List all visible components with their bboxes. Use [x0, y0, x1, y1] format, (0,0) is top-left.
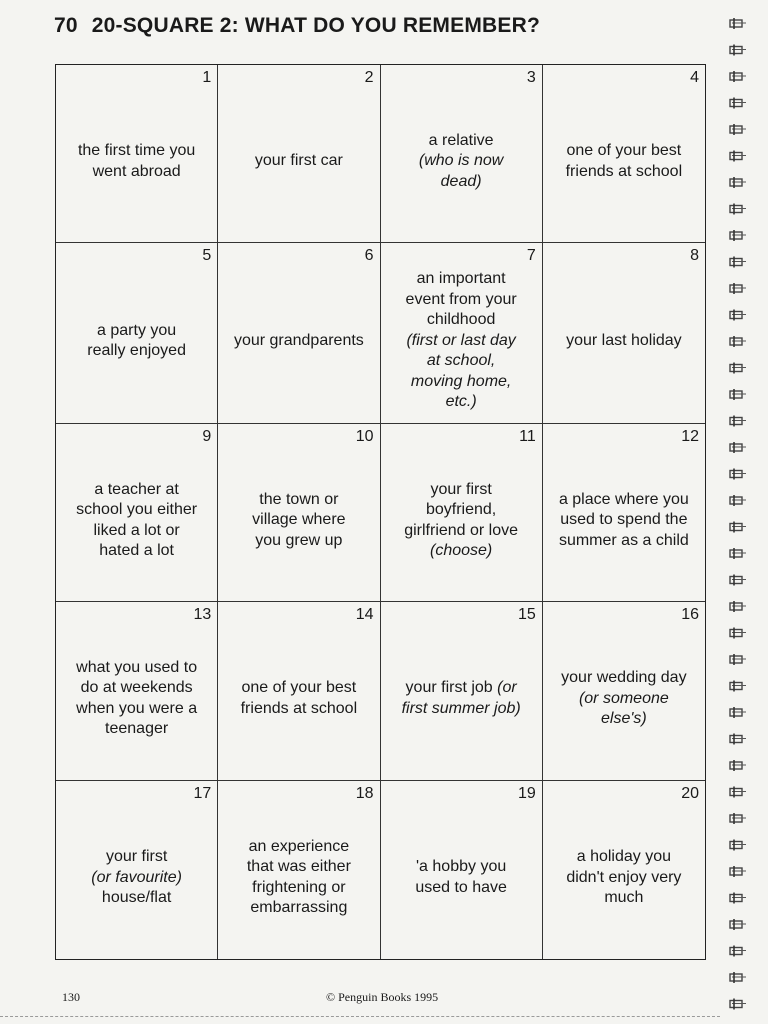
square-prompt [255, 151, 343, 172]
binding-ring-icon [730, 707, 746, 718]
prompt-text: your first [105, 848, 168, 866]
binding-ring-icon [730, 575, 746, 586]
binding-ring-icon [730, 124, 746, 135]
binding-ring-icon [730, 204, 746, 215]
square-13 [56, 602, 218, 780]
prompt-text: your first car [254, 152, 343, 170]
prompt-text: your first job [405, 679, 498, 697]
binding-ring-icon [730, 442, 746, 453]
square-18 [218, 781, 380, 959]
square-prompt [234, 331, 364, 352]
binding-ring-icon [730, 601, 746, 612]
prompt-hint-italic: (or favourite) [91, 868, 182, 886]
square-prompt [415, 857, 507, 898]
square-prompt [78, 141, 195, 182]
square-9 [56, 424, 218, 602]
binding-ring-icon [730, 734, 746, 745]
page-number: 130 [62, 990, 80, 1004]
page-header [54, 14, 540, 38]
binding-ring-icon [730, 654, 746, 665]
square-14 [218, 602, 380, 780]
twenty-square-grid [55, 64, 706, 960]
square-10 [218, 424, 380, 602]
prompt-hint-italic: (first or last day at school, moving home, etc.) [406, 331, 516, 411]
square-prompt [76, 480, 197, 562]
square-prompt [559, 490, 689, 552]
square-number: 9 [202, 427, 212, 445]
binding-ring-icon [730, 495, 746, 506]
square-prompt [406, 269, 517, 413]
prompt-text: a relative [428, 131, 494, 149]
binding-ring-icon [730, 866, 746, 877]
prompt-hint-italic: (or someone else's) [578, 689, 669, 728]
binding-ring-icon [730, 548, 746, 559]
prompt-text: your wedding day [561, 669, 687, 687]
binding-ring-icon [730, 283, 746, 294]
square-prompt [76, 658, 197, 740]
binding-ring-icon [730, 45, 746, 56]
square-12 [543, 424, 705, 602]
square-prompt [252, 490, 345, 552]
prompt-text: a teacher at school you either liked a lot or hated a lot [76, 480, 198, 560]
square-number: 20 [681, 784, 699, 802]
binding-ring-icon [730, 257, 746, 268]
square-4 [543, 65, 705, 243]
square-number: 10 [355, 427, 374, 445]
prompt-text: an experience that was either frightening or embarrassing [246, 837, 351, 917]
square-prompt [402, 678, 521, 719]
square-number: 3 [526, 69, 536, 86]
binding-ring-icon [730, 151, 746, 162]
binding-ring-icon [730, 336, 746, 347]
square-number: 5 [202, 247, 212, 265]
prompt-text: your last holiday [566, 331, 682, 349]
prompt-text: one of your best friends at school [565, 142, 683, 180]
binding-ring-icon [730, 177, 746, 188]
square-number: 17 [193, 784, 212, 802]
square-number: 8 [690, 247, 699, 265]
copyright-notice: © Penguin Books 1995 [326, 990, 439, 1004]
square-number: 6 [364, 247, 374, 265]
binding-ring-icon [730, 98, 746, 109]
prompt-text: what you used to do at weekends when you were a teenager [76, 658, 198, 738]
binding-ring-icon [730, 972, 746, 983]
binding-ring-icon [730, 946, 746, 957]
binding-ring-icon [730, 416, 746, 427]
spiral-binding-icon [722, 6, 762, 1016]
bottom-cut-line [0, 1016, 720, 1017]
binding-ring-icon [730, 893, 746, 904]
square-prompt [566, 141, 683, 182]
binding-ring-icon [730, 18, 746, 29]
binding-ring-icon [730, 760, 746, 771]
activity-number: 70 [54, 14, 78, 37]
square-number: 16 [681, 606, 699, 624]
square-8 [543, 243, 705, 424]
square-prompt [241, 678, 358, 719]
square-number: 4 [690, 69, 699, 86]
prompt-text: your grandparents [233, 331, 364, 349]
page-title: 20-SQUARE 2: WHAT DO YOU REMEMBER? [91, 14, 540, 37]
square-prompt [566, 331, 682, 352]
prompt-hint-italic: (who is now dead) [418, 152, 504, 190]
binding-ring-icon [730, 787, 746, 798]
square-number: 2 [364, 69, 374, 86]
prompt-text: your first boyfriend, girlfriend or love [404, 480, 519, 539]
prompt-text: a place where you used to spend the summer as a child [558, 490, 689, 549]
square-number: 15 [517, 606, 536, 624]
square-prompt [91, 847, 182, 909]
binding-ring-icon [730, 919, 746, 930]
binding-ring-icon [730, 681, 746, 692]
square-number: 1 [202, 69, 212, 86]
prompt-text: a holiday you didn't enjoy very much [566, 848, 682, 907]
square-number: 7 [526, 247, 536, 265]
prompt-text: the first time you went abroad [77, 142, 196, 180]
square-number: 13 [193, 606, 212, 624]
square-prompt [566, 847, 681, 909]
square-2 [218, 65, 380, 243]
prompt-text: one of your best friends at school [240, 679, 358, 717]
square-11 [381, 424, 543, 602]
prompt-hint-italic: (or first summer job) [401, 679, 521, 717]
binding-ring-icon [730, 999, 746, 1010]
prompt-text: a party you really enjoyed [87, 321, 186, 360]
square-3 [381, 65, 543, 243]
binding-ring-icon [730, 363, 746, 374]
prompt-text: an important event from your childhood [405, 270, 517, 329]
binding-ring-icon [730, 522, 746, 533]
prompt-text: the town or village where you grew up [252, 490, 346, 549]
square-5 [56, 243, 218, 424]
square-6 [218, 243, 380, 424]
square-19 [381, 781, 543, 959]
square-15 [381, 602, 543, 780]
square-number: 12 [681, 427, 699, 445]
square-prompt [404, 480, 518, 562]
square-1 [56, 65, 218, 243]
square-number: 14 [355, 606, 374, 624]
binding-ring-icon [730, 389, 746, 400]
binding-ring-icon [730, 840, 746, 851]
square-prompt [561, 668, 686, 730]
square-number: 19 [517, 784, 536, 802]
binding-ring-icon [730, 310, 746, 321]
square-prompt [419, 131, 503, 193]
binding-ring-icon [730, 71, 746, 82]
binding-ring-icon [730, 628, 746, 639]
square-prompt [247, 837, 351, 919]
square-number: 11 [519, 427, 536, 445]
binding-ring-icon [730, 469, 746, 480]
prompt-text: 'a hobby you used to have [415, 858, 507, 896]
binding-ring-icon [730, 813, 746, 824]
square-16 [543, 602, 705, 780]
square-prompt [87, 321, 186, 362]
square-20 [543, 781, 705, 959]
binding-ring-icon [730, 230, 746, 241]
prompt-hint-italic: (choose) [429, 542, 493, 560]
square-7 [381, 243, 543, 424]
square-17 [56, 781, 218, 959]
square-number: 18 [355, 784, 374, 802]
prompt-text: house/flat [101, 889, 172, 907]
